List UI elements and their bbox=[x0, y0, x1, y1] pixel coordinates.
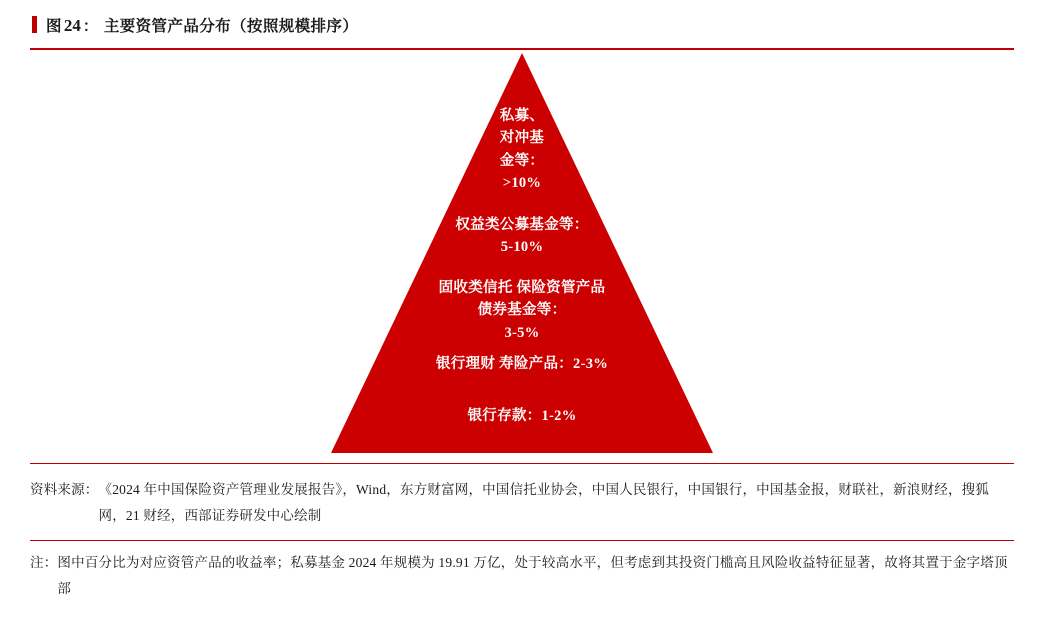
pyramid-layer-1-line-3: 金等： bbox=[499, 152, 545, 169]
pyramid-chart bbox=[30, 50, 1014, 464]
pyramid-layer-2-line-1: 权益类公募基金等： bbox=[455, 217, 589, 233]
pyramid-layer-1-line-1: 私募、 bbox=[499, 108, 545, 124]
figure-number: 24 bbox=[63, 16, 81, 35]
pyramid-layer-3-line-2: 债券基金等： bbox=[477, 302, 567, 319]
source-note bbox=[30, 477, 1014, 530]
page-title: 主要资管产品分布（按照规模排序） bbox=[103, 18, 359, 35]
pyramid-layer-2-value: 5-10% bbox=[500, 239, 544, 256]
figure-colon: ： bbox=[82, 19, 98, 35]
explanatory-note bbox=[30, 550, 1014, 603]
pyramid-layer-4-value: 2-3% bbox=[573, 356, 609, 372]
pyramid-layer-3-line-1: 固收类信托 保险资管产品 bbox=[438, 280, 606, 296]
figure-header bbox=[30, 0, 1014, 50]
pyramid-layer-3-value: 3-5% bbox=[504, 324, 540, 341]
footnote-divider bbox=[30, 540, 1014, 542]
pyramid-layer-4-line-1: 银行理财 寿险产品： bbox=[435, 356, 574, 372]
note-label: 注： bbox=[30, 555, 58, 571]
note-text: 图中百分比为对应资管产品的收益率；私募基金 2024 年规模为 19.91 万亿，处于较高水平，但考虑到其投资门槛高且风险收益特征显著，故将其置于金字塔顶部 bbox=[57, 555, 1008, 597]
figure-accent-bar bbox=[32, 16, 37, 33]
figure-label: 图 bbox=[46, 18, 62, 35]
pyramid-layer-1-value: >10% bbox=[502, 175, 542, 192]
pyramid-wrapper bbox=[331, 53, 713, 453]
source-label: 资料来源： bbox=[30, 482, 99, 497]
pyramid-triangle-icon bbox=[331, 53, 713, 453]
pyramid-layer-5-value: 1-2% bbox=[541, 408, 577, 424]
footnotes bbox=[30, 464, 1014, 603]
source-text: 《2024 年中国保险资产管理业发展报告》，Wind，东方财富网，中国信托业协会，中国人民银行，中国银行，中国基金报，财联社，新浪财经，搜狐网，21 财经，西部证券研发中心绘制 bbox=[98, 482, 990, 524]
pyramid-layer-5-line-1: 银行存款： bbox=[467, 408, 542, 424]
pyramid-layer-1-line-2: 对冲基 bbox=[499, 130, 545, 147]
